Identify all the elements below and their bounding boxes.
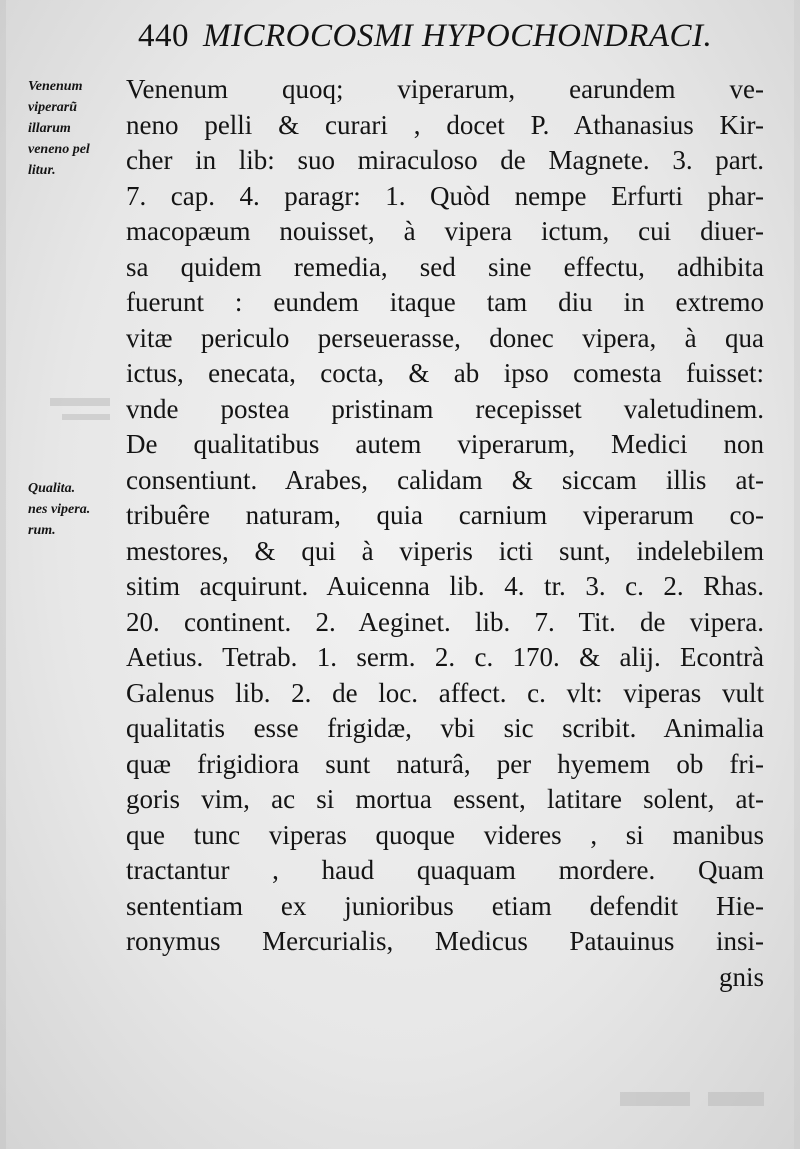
text-line: sitim acquirunt. Auicenna lib. 4. tr. 3. c. 2. Rhas.: [126, 571, 764, 601]
text-line: tractantur , haud quaquam mordere. Quam: [126, 855, 764, 885]
running-header: [138, 18, 712, 55]
text-line: Aetius. Tetrab. 1. serm. 2. c. 170. & alij. Econtrà: [126, 642, 764, 672]
text-line: neno pelli & curari , docet P. Athanasius Kir-: [126, 109, 764, 140]
text-line: tribuêre naturam, quia carnium viperarum co-: [126, 500, 764, 530]
text-line: gnis: [718, 961, 764, 992]
main-text-block: [126, 72, 764, 995]
text-line: sententiam ex junioribus etiam defendit Hie-: [126, 890, 764, 921]
page-number: 440: [138, 18, 189, 54]
text-line: sa quidem remedia, sed sine effectu, adhibita: [126, 251, 764, 282]
text-line: 7. cap. 4. paragr: 1. Quòd nempe Erfurti phar-: [126, 180, 764, 211]
text-line: De qualitatibus autem viperarum, Medici non: [126, 429, 764, 459]
text-line: mestores, & qui à viperis icti sunt, indelebilem: [126, 535, 764, 566]
text-line: macopæum nouisset, à vipera ictum, cui diuer-: [126, 216, 764, 246]
margin-note-venom: Venenum viperarũ illarum veneno pel litur.: [28, 79, 90, 178]
text-line: Venenum quoq; viperarum, earundem ve-: [126, 74, 764, 104]
text-line: 20. continent. 2. Aeginet. lib. 7. Tit. de vipera.: [126, 606, 764, 637]
text-line: que tunc viperas quoque videres , si manibus: [126, 819, 764, 850]
text-line: vitæ periculo perseuerasse, donec vipera, à qua: [126, 322, 764, 353]
text-line: goris vim, ac si mortua essent, latitare solent, at-: [126, 784, 764, 814]
text-line: consentiunt. Arabes, calidam & siccam illis at-: [126, 464, 764, 495]
text-line: qualitatis esse frigidæ, vbi sic scribit. Animalia: [126, 713, 764, 743]
text-line: ronymus Mercurialis, Medicus Patauinus insi-: [126, 926, 764, 956]
text-line: ictus, enecata, cocta, & ab ipso comesta fuisset:: [126, 358, 764, 388]
margin-note-qualities: Qualita. nes vipera. rum.: [28, 481, 91, 538]
text-line: cher in lib: suo miraculoso de Magnete. 3. part.: [126, 145, 764, 175]
text-line: vnde postea pristinam recepisset valetudinem.: [126, 393, 764, 424]
text-line: quæ frigidiora sunt naturâ, per hyemem ob fri-: [126, 748, 764, 779]
text-line: fuerunt : eundem itaque tam diu in extremo: [126, 287, 764, 317]
running-title: MICROCOSMI HYPOCHONDRACI.: [203, 18, 713, 54]
text-line: Galenus lib. 2. de loc. affect. c. vlt: viperas vult: [126, 677, 764, 708]
